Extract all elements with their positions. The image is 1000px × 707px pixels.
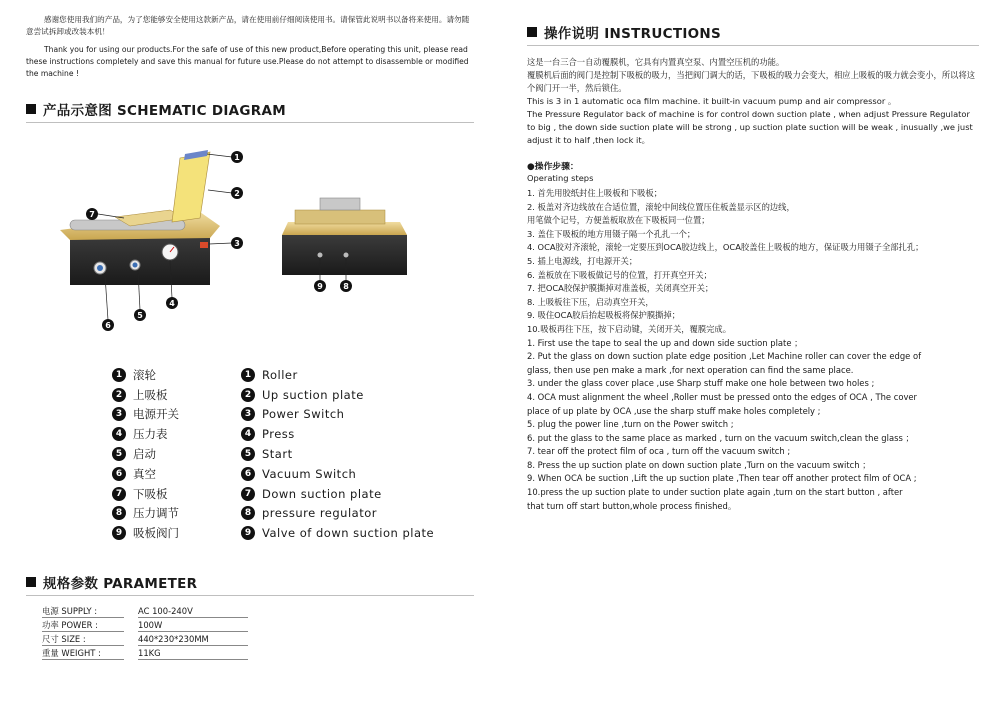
- legend-en-label: Down suction plate: [262, 486, 382, 501]
- legend-en-item: [241, 504, 434, 524]
- number-circle-icon: 3: [241, 407, 255, 421]
- parameter-key: 功率 POWER :: [42, 619, 124, 632]
- machine-front-view: [60, 150, 220, 285]
- instructions-en-p1: This is 3 in 1 automatic oca film machine. it built-in vacuum pump and air compressor 。: [527, 96, 897, 106]
- parameter-row: [42, 647, 248, 661]
- legend-cn: [112, 365, 179, 543]
- en-step: 10.press the up suction plate to under suction plate again ,turn on the start button , after: [527, 487, 903, 498]
- en-step: that turn off start button,whole process finished。: [527, 500, 737, 511]
- en-step: 2. Put the glass on down suction plate edge position ,Let Machine roller can cover the edge of: [527, 351, 922, 362]
- marker-7: 7: [89, 210, 95, 219]
- en-step: 1. First use the tape to seal the up and down side suction plate ；: [527, 337, 803, 348]
- legend-cn-label: 启动: [133, 447, 156, 462]
- legend-cn-item: [112, 504, 179, 524]
- en-step: 8. Press the up suction plate on down suction plate ,Turn on the vacuum switch ；: [527, 459, 871, 470]
- number-circle-icon: 8: [112, 506, 126, 520]
- cn-step: 10.吸板再往下压，按下启动键，关闭开关，覆膜完成。: [527, 323, 732, 334]
- number-circle-icon: 2: [241, 388, 255, 402]
- legend-en-label: pressure regulator: [262, 506, 377, 521]
- cn-step: 7. 把OCA胶保护膜撕掉对准盖板，关闭真空开关；: [527, 283, 714, 294]
- instructions-title: 操作说明 INSTRUCTIONS: [544, 26, 722, 42]
- legend-en-item: [241, 365, 434, 385]
- instructions-cn-p1: 这是一台三合一自动覆膜机，它具有内置真空泵、内置空压机的功能。: [527, 57, 785, 67]
- parameter-table: [42, 604, 248, 661]
- legend-en-label: Vacuum Switch: [262, 466, 357, 481]
- parameter-key: 重量 WEIGHT :: [42, 647, 124, 660]
- number-circle-icon: 9: [112, 526, 126, 540]
- cn-step: 5. 插上电源线，打电源开关；: [527, 255, 638, 266]
- number-circle-icon: 9: [241, 526, 255, 540]
- legend-en-label: Press: [262, 427, 295, 442]
- square-bullet-icon: [26, 577, 36, 587]
- en-step: 3. under the glass cover place ,use Sharp stuff make one hole between two holes ;: [527, 378, 875, 389]
- steps-subtitle: Operating steps: [527, 173, 594, 183]
- parameter-row: [42, 604, 248, 618]
- marker-3: 3: [234, 239, 240, 248]
- cn-step: 9. 吸住OCA胶后抬起吸板将保护膜撕掉；: [527, 310, 681, 321]
- legend-en-item: [241, 444, 434, 464]
- legend-cn-item: [112, 365, 179, 385]
- marker-1: 1: [234, 153, 240, 162]
- legend-cn-label: 压力表: [133, 427, 168, 442]
- legend-cn-label: 下吸板: [133, 486, 168, 501]
- parameter-value: 11KG: [138, 647, 248, 660]
- number-circle-icon: 7: [112, 487, 126, 501]
- legend-en-item: [241, 424, 434, 444]
- marker-9: 9: [317, 282, 323, 291]
- legend-cn-label: 吸板阀门: [133, 526, 179, 541]
- en-step: glass, then use pen make a mark ,for next operation can find the same place.: [527, 364, 854, 375]
- marker-6: 6: [105, 321, 111, 330]
- parameter-value: AC 100-240V: [138, 605, 248, 618]
- number-circle-icon: 6: [112, 467, 126, 481]
- legend-en-label: Roller: [262, 367, 298, 382]
- en-step: 6. put the glass to the same place as marked , turn on the vacuum switch,clean the glass ；: [527, 432, 914, 443]
- legend-cn-item: [112, 385, 179, 405]
- intro-section: [26, 14, 474, 80]
- cn-step: 4. OCA胶对齐滚轮，滚轮一定要压到OCA胶边线上，OCA胶盖住上吸板的地方，保证吸力用镊子全部扎孔；: [527, 242, 924, 253]
- legend-en-item: [241, 464, 434, 484]
- legend-cn-label: 电源开关: [133, 407, 179, 422]
- intro-en: Thank you for using our products.For the safe of use of this new product,Before operating this unit, please read these instructions completely and save this manual for future use.Please do not attempt to disassemble or modified the machine !: [26, 45, 469, 78]
- legend-en-item: [241, 523, 434, 543]
- legend-en-label: Start: [262, 447, 293, 462]
- marker-2: 2: [234, 189, 240, 198]
- legend-cn-item: [112, 444, 179, 464]
- legend-en-label: Valve of down suction plate: [262, 526, 435, 541]
- parameter-row: [42, 618, 248, 632]
- legend-cn-item: [112, 424, 179, 444]
- number-circle-icon: 5: [241, 447, 255, 461]
- en-step: 4. OCA must alignment the wheel ,Roller must be pressed onto the edges of OCA , The cover: [527, 391, 918, 402]
- schematic-title: 产品示意图 SCHEMATIC DIAGRAM: [43, 103, 286, 119]
- marker-5: 5: [137, 311, 143, 320]
- legend-cn-label: 压力调节: [133, 506, 179, 521]
- divider: [26, 595, 474, 596]
- cn-step: 1. 首先用胶纸封住上吸板和下吸板；: [527, 188, 663, 198]
- machine-side-view: [282, 198, 407, 275]
- intro-cn: 感谢您使用我们的产品，为了您能够安全使用这款新产品，请在使用前仔细阅读使用书。请保管此说明书以备将来使用。请勿随意尝试拆卸或改装本机！: [26, 15, 470, 36]
- number-circle-icon: 4: [112, 427, 126, 441]
- number-circle-icon: 7: [241, 487, 255, 501]
- number-circle-icon: 1: [112, 368, 126, 382]
- number-circle-icon: 4: [241, 427, 255, 441]
- legend-cn-label: 真空: [133, 466, 156, 481]
- parameter-key: 电源 SUPPLY :: [42, 605, 124, 618]
- divider: [26, 122, 474, 123]
- cn-step: 8. 上吸板往下压，启动真空开关，: [527, 296, 654, 307]
- en-steps-list: [527, 337, 979, 514]
- schematic-section-header: [26, 99, 474, 123]
- legend-en-label: Up suction plate: [262, 387, 364, 402]
- square-bullet-icon: [26, 104, 36, 114]
- parameter-key: 尺寸 SIZE :: [42, 633, 124, 646]
- cn-step: 3. 盖住下吸板的地方用镊子隔一个孔扎一个；: [527, 228, 696, 239]
- parameter-row: [42, 632, 248, 646]
- instructions-en-p2: The Pressure Regulator back of machine is for control down suction plate , when adjust Pressure Regulator to big , the down side suction plate will be strong , up suction plate suction will be weak , inusually ,we just adjust it to half ,then lock it。: [527, 109, 973, 145]
- en-step: 5. plug the power line ,turn on the Power switch ;: [527, 419, 734, 430]
- cn-step: 2. 板盖对齐边线放在合适位置，滚轮中间线位置压住板盖显示区的边线，: [527, 201, 795, 212]
- cn-step: 6. 盖板放在下吸板做记号的位置，打开真空开关；: [527, 269, 712, 280]
- legend-en-label: Power Switch: [262, 407, 345, 422]
- en-step: 7. tear off the protect film of oca , turn off the vacuum switch ;: [527, 446, 791, 457]
- en-step: place of up plate by OCA ,use the sharp stuff make holes completely ;: [527, 405, 821, 416]
- legend-cn-label: 上吸板: [133, 387, 168, 402]
- marker-4: 4: [169, 299, 175, 308]
- en-step: 9. When OCA be suction ,Lift the up suction plate ,Then tear off another protect film of OCA ;: [527, 473, 917, 484]
- marker-8: 8: [343, 282, 349, 291]
- square-bullet-icon: [527, 27, 537, 37]
- parameter-value: 440*230*230MM: [138, 633, 248, 646]
- machine-diagram: [60, 140, 470, 340]
- steps-title: ●操作步骤：: [527, 162, 579, 172]
- legend-cn-item: [112, 405, 179, 425]
- instructions-cn-p2: 覆膜机后面的阀门是控制下吸板的吸力，当把阀门调大的话，下吸板的吸力会变大，相应上吸板的吸力就会变小，所以将这个阀门开一半，然后锁住。: [527, 70, 976, 93]
- cn-step: 用笔做个记号，方便盖板取放在下吸板同一位置；: [527, 215, 710, 226]
- legend-cn-item: [112, 523, 179, 543]
- legend-cn-label: 滚轮: [133, 367, 156, 382]
- legend-cn-item: [112, 484, 179, 504]
- legend-en: [241, 365, 434, 543]
- legend-en-item: [241, 405, 434, 425]
- number-circle-icon: 3: [112, 407, 126, 421]
- legend-en-item: [241, 484, 434, 504]
- number-circle-icon: 8: [241, 506, 255, 520]
- parameter-value: 100W: [138, 619, 248, 632]
- number-circle-icon: 2: [112, 388, 126, 402]
- parameter-title: 规格参数 PARAMETER: [43, 576, 198, 592]
- divider: [527, 45, 979, 46]
- number-circle-icon: 6: [241, 467, 255, 481]
- number-circle-icon: 5: [112, 447, 126, 461]
- legend-en-item: [241, 385, 434, 405]
- parameter-section-header: [26, 572, 474, 596]
- instructions-section: [527, 22, 979, 513]
- cn-steps-list: [527, 187, 979, 337]
- legend-cn-item: [112, 464, 179, 484]
- number-circle-icon: 1: [241, 368, 255, 382]
